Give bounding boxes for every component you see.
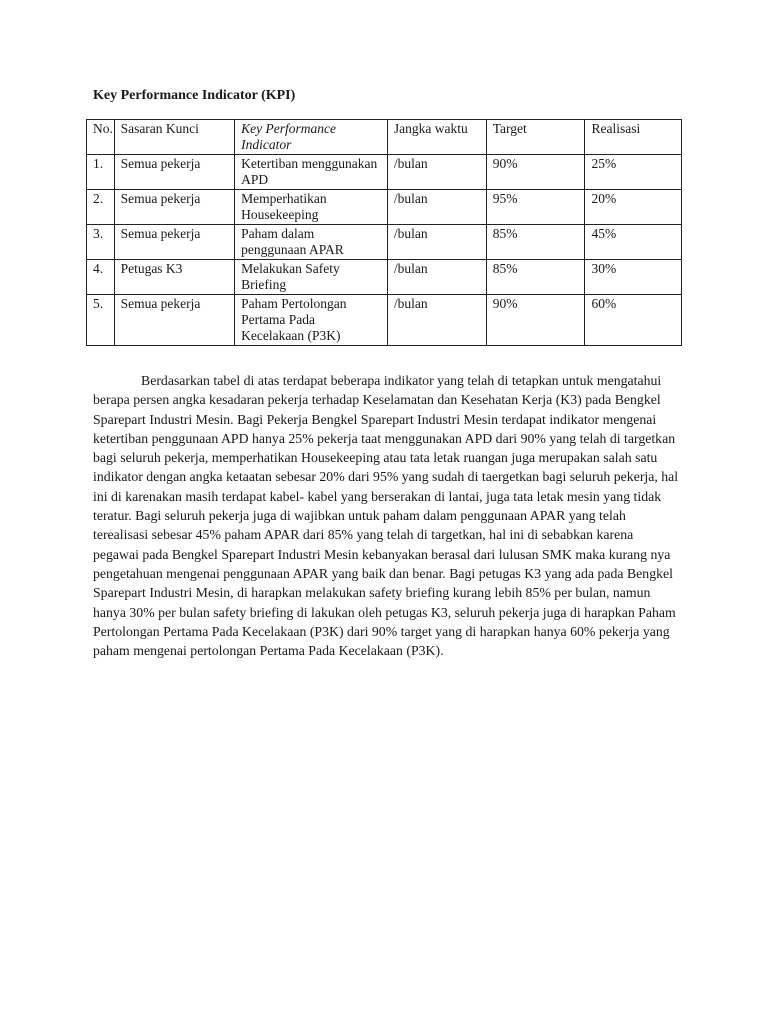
cell-jangka: /bulan	[387, 190, 486, 225]
header-target: Target	[486, 120, 585, 155]
cell-target: 85%	[486, 225, 585, 260]
cell-no: 5.	[87, 295, 115, 346]
cell-sasaran: Semua pekerja	[114, 295, 235, 346]
table-row	[87, 155, 682, 190]
cell-sasaran: Petugas K3	[114, 260, 235, 295]
cell-kpi: Paham dalam penggunaan APAR	[235, 225, 388, 260]
kpi-table	[86, 119, 682, 346]
cell-no: 2.	[87, 190, 115, 225]
cell-jangka: /bulan	[387, 225, 486, 260]
body-paragraph: Berdasarkan tabel di atas terdapat beberapa indikator yang telah di tetapkan untuk mengatahui berapa persen angka kesadaran pekerja terhadap Keselamatan dan Kesehatan Kerja (K3) pada Bengkel Sparepart Industri Mesin. Bagi Pekerja Bengkel Sparepart Industri Mesin terdapat indikator mengenai ketertiban penggunaan APD hanya 25% pekerja taat menggunakan APD dari 90% yang telah di targetkan bagi seluruh pekerja, memperhatikan Housekeeping atau tata letak ruangan juga merupakan salah satu indikator dengan angka ketaatan sebesar 20% dari 95% yang sudah di taergetkan bagi seluruh pekerja, hal ini di karenakan masih terdapat kabel- kabel yang berserakan di lantai, juga tata letak mesin yang tidak teratur. Bagi seluruh pekerja juga di wajibkan untuk paham dalam penggunaan APAR yang telah terealisasi sebesar 45% paham APAR dari 85% yang telah di targetkan, hal ini di sebabkan karena pegawai pada Bengkel Sparepart Industri Mesin kebanyakan berasal dari lulusan SMK maka kurang nya pengetahuan mengenai penggunaan APAR yang baik dan benar. Bagi petugas K3 yang ada pada Bengkel Sparepart Industri Mesin, di harapkan melakukan safety briefing kurang lebih 85% per bulan, namun hanya 30% per bulan safety briefing di lakukan oleh petugas K3, seluruh pekerja juga di harapkan Paham Pertolongan Pertama Pada Kecelakaan (P3K) dari 90% target yang di harapkan hanya 60% pekerja yang paham mengenai pertolongan Pertama Pada Kecelakaan (P3K).	[93, 373, 679, 659]
cell-realisasi: 25%	[585, 155, 682, 190]
cell-target: 90%	[486, 295, 585, 346]
cell-kpi: Paham Pertolongan Pertama Pada Kecelakaan (P3K)	[235, 295, 388, 346]
header-realisasi: Realisasi	[585, 120, 682, 155]
cell-kpi: Melakukan Safety Briefing	[235, 260, 388, 295]
cell-sasaran: Semua pekerja	[114, 190, 235, 225]
cell-realisasi: 20%	[585, 190, 682, 225]
table-row	[87, 260, 682, 295]
cell-jangka: /bulan	[387, 295, 486, 346]
cell-realisasi: 60%	[585, 295, 682, 346]
cell-kpi: Memperhatikan Housekeeping	[235, 190, 388, 225]
cell-realisasi: 45%	[585, 225, 682, 260]
cell-sasaran: Semua pekerja	[114, 225, 235, 260]
table-row	[87, 225, 682, 260]
header-no: No.	[87, 120, 115, 155]
table-header-row	[87, 120, 682, 155]
cell-target: 95%	[486, 190, 585, 225]
cell-no: 1.	[87, 155, 115, 190]
cell-target: 90%	[486, 155, 585, 190]
table-row	[87, 190, 682, 225]
header-kpi: Key Performance Indicator	[235, 120, 388, 155]
cell-sasaran: Semua pekerja	[114, 155, 235, 190]
header-jangka-waktu: Jangka waktu	[387, 120, 486, 155]
table-row	[87, 295, 682, 346]
cell-jangka: /bulan	[387, 155, 486, 190]
cell-target: 85%	[486, 260, 585, 295]
header-sasaran-kunci: Sasaran Kunci	[114, 120, 235, 155]
cell-no: 4.	[87, 260, 115, 295]
cell-kpi: Ketertiban menggunakan APD	[235, 155, 388, 190]
cell-jangka: /bulan	[387, 260, 486, 295]
cell-no: 3.	[87, 225, 115, 260]
document-title: Key Performance Indicator (KPI)	[93, 88, 296, 103]
cell-realisasi: 30%	[585, 260, 682, 295]
